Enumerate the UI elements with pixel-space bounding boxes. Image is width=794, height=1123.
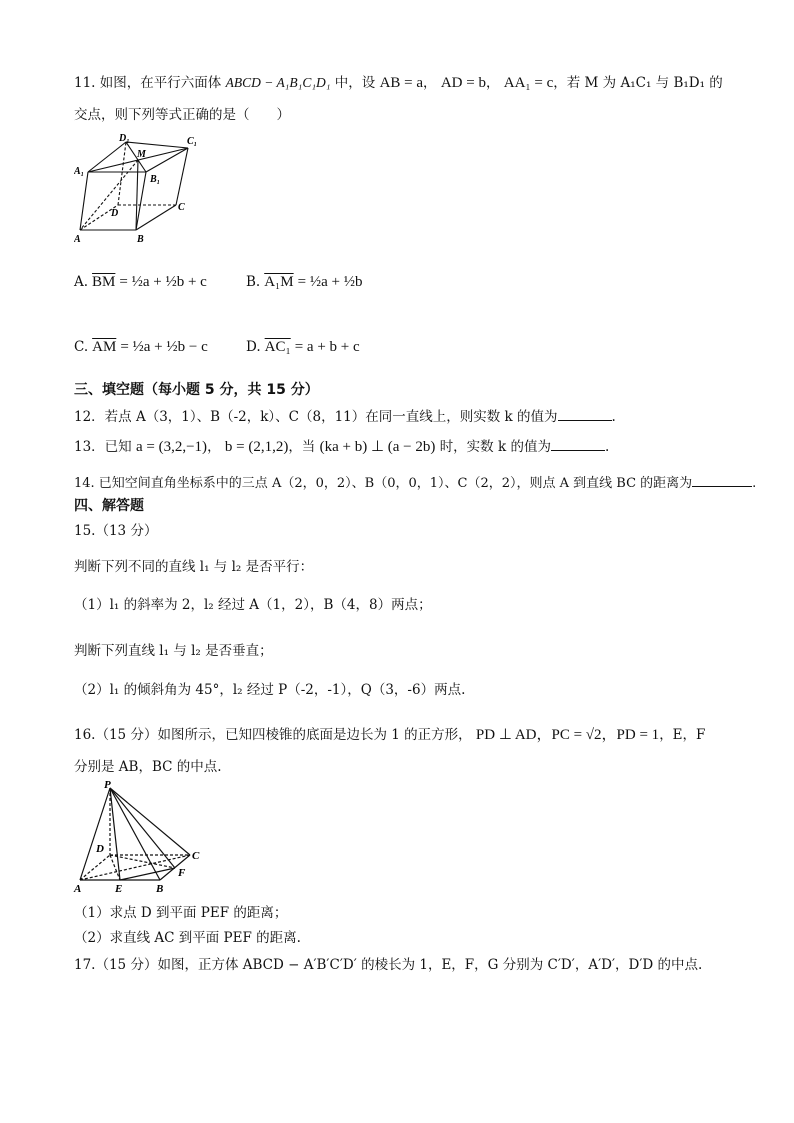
option-b-label: B.	[246, 274, 261, 290]
option-a[interactable]	[74, 272, 207, 292]
label-d: D	[111, 208, 119, 219]
label-c: C	[178, 202, 185, 213]
q14-end: .	[752, 476, 757, 491]
label-c: C	[192, 850, 200, 862]
q15-s2: （2）l₁ 的倾斜角为 45°，l₂ 经过 P（-2，-1），Q（3，-6）两点.	[74, 682, 466, 698]
q16-s2: （2）求直线 AC 到平面 PEF 的距离.	[74, 930, 301, 946]
q16-tail: ，E，F	[659, 727, 706, 743]
option-c-lhs: $\overline{AM}$	[92, 339, 117, 355]
option-b[interactable]	[246, 272, 362, 292]
option-d[interactable]	[246, 337, 360, 357]
q13-b-def: b = (2,1,2)	[224, 439, 289, 455]
label-a: A	[74, 234, 81, 245]
label-a: A	[74, 883, 82, 895]
option-d-rhs: = a + b + c	[294, 339, 360, 355]
label-p: P	[104, 779, 111, 791]
option-c-rhs: = ½a + ½b − c	[120, 339, 208, 355]
label-f: F	[178, 867, 186, 879]
label-b: B	[137, 234, 144, 245]
q11-assign-ad: AD = b	[440, 75, 486, 91]
q11-number: 11.	[74, 75, 96, 91]
q13-when: ，当	[288, 439, 316, 455]
q13-answer-blank[interactable]	[551, 436, 605, 451]
q14	[74, 472, 756, 494]
q13-cond: (ka + b) ⊥ (a − 2b)	[319, 439, 436, 455]
q15-p1: 判断下列不同的直线 l₁ 与 l₂ 是否平行：	[74, 559, 314, 575]
q12-text: 12．若点 A（3，1）、B（-2，k）、C（8，11）在同一直线上，则实数 k 的值为	[74, 409, 558, 425]
q11-assign-ab: AB = a	[379, 75, 424, 91]
parallelepiped-figure	[74, 130, 204, 245]
section3-title: 三、填空题（每小题 5 分，共 15 分）	[74, 382, 319, 398]
q15-s1: （1）l₁ 的斜率为 2，l₂ 经过 A（1，2），B（4，8）两点；	[74, 597, 432, 613]
q11-intro: 如图，在平行六面体	[99, 75, 222, 91]
label-b1: B₁	[150, 174, 161, 185]
q16-line1	[74, 725, 705, 745]
label-c1: C₁	[187, 136, 198, 147]
q13-a-def: a = (3,2,−1)	[135, 439, 208, 455]
option-b-rhs: = ½a + ½b	[297, 274, 363, 290]
label-m: M	[137, 149, 146, 160]
q17: 17.（15 分）如图，正方体 ABCD − A′B′C′D′ 的棱长为 1，E，F，G 分别为 C′D′，A′D′，D′D 的中点.	[74, 957, 703, 973]
q13-pre: 13．已知	[74, 439, 132, 455]
label-a1: A₁	[74, 166, 85, 177]
q11-mid: 中，设	[334, 75, 376, 91]
pyramid-figure	[72, 778, 212, 898]
section4-title: 四、解答题	[74, 498, 144, 514]
q14-text: 14. 已知空间直角坐标系中的三点 A（2，0，2）、B（0，0，1）、C（2，2），则点 A 到直线 BC 的距离为	[74, 476, 693, 491]
option-a-label: A.	[74, 274, 89, 290]
option-a-rhs: = ½a + ½b + c	[119, 274, 207, 290]
option-d-lhs: AC₁	[264, 339, 291, 355]
q12-end: .	[611, 409, 616, 425]
option-d-label: D.	[246, 339, 261, 355]
label-d1: D₁	[119, 133, 130, 144]
q15-head: 15.（13 分）	[74, 523, 158, 539]
q11-solid: ABCD − A₁B₁C₁D₁	[225, 75, 331, 90]
q13-post: 时，实数 k 的值为	[439, 439, 551, 455]
q15-p2: 判断下列直线 l₁ 与 l₂ 是否垂直；	[74, 643, 273, 659]
q13: 13．已知 a = (3,2,−1)， b = (2,1,2)，当 (ka + b) ⊥ (a − 2b) 时，实数 k 的值为 .	[74, 436, 609, 457]
option-c[interactable]	[74, 337, 208, 357]
q11-line2: 交点，则下列等式正确的是（ ）	[74, 107, 290, 123]
label-e: E	[115, 883, 123, 895]
label-d: D	[96, 843, 104, 855]
q11-tail: ，若 M 为 A₁C₁ 与 B₁D₁ 的	[553, 75, 723, 91]
q12-answer-blank[interactable]	[558, 406, 612, 421]
option-a-lhs: $\overline{BM}$	[92, 274, 116, 290]
q16-head: 16.（15 分）如图所示，已知四棱锥的底面是边长为 1 的正方形，	[74, 727, 472, 743]
label-b: B	[156, 883, 164, 895]
q12	[74, 406, 616, 427]
q13-end: .	[604, 439, 610, 455]
q11-line1: 11. 如图，在平行六面体 ABCD − A₁B₁C₁D₁ 中，设 AB = a， AD = b， AA₁ = c，若 M 为 A₁C₁ 与 B₁D₁ 的	[74, 75, 723, 91]
q16-line2: 分别是 AB，BC 的中点.	[74, 759, 222, 775]
q11-assign-aa1: AA₁ = c	[503, 75, 554, 91]
q16-cond: PD ⊥ AD，PC = √2，PD = 1	[475, 727, 660, 743]
q14-answer-blank[interactable]	[692, 472, 752, 487]
option-b-lhs: A₁M	[264, 274, 294, 290]
q16-s1: （1）求点 D 到平面 PEF 的距离；	[74, 905, 288, 921]
option-c-label: C.	[74, 339, 89, 355]
